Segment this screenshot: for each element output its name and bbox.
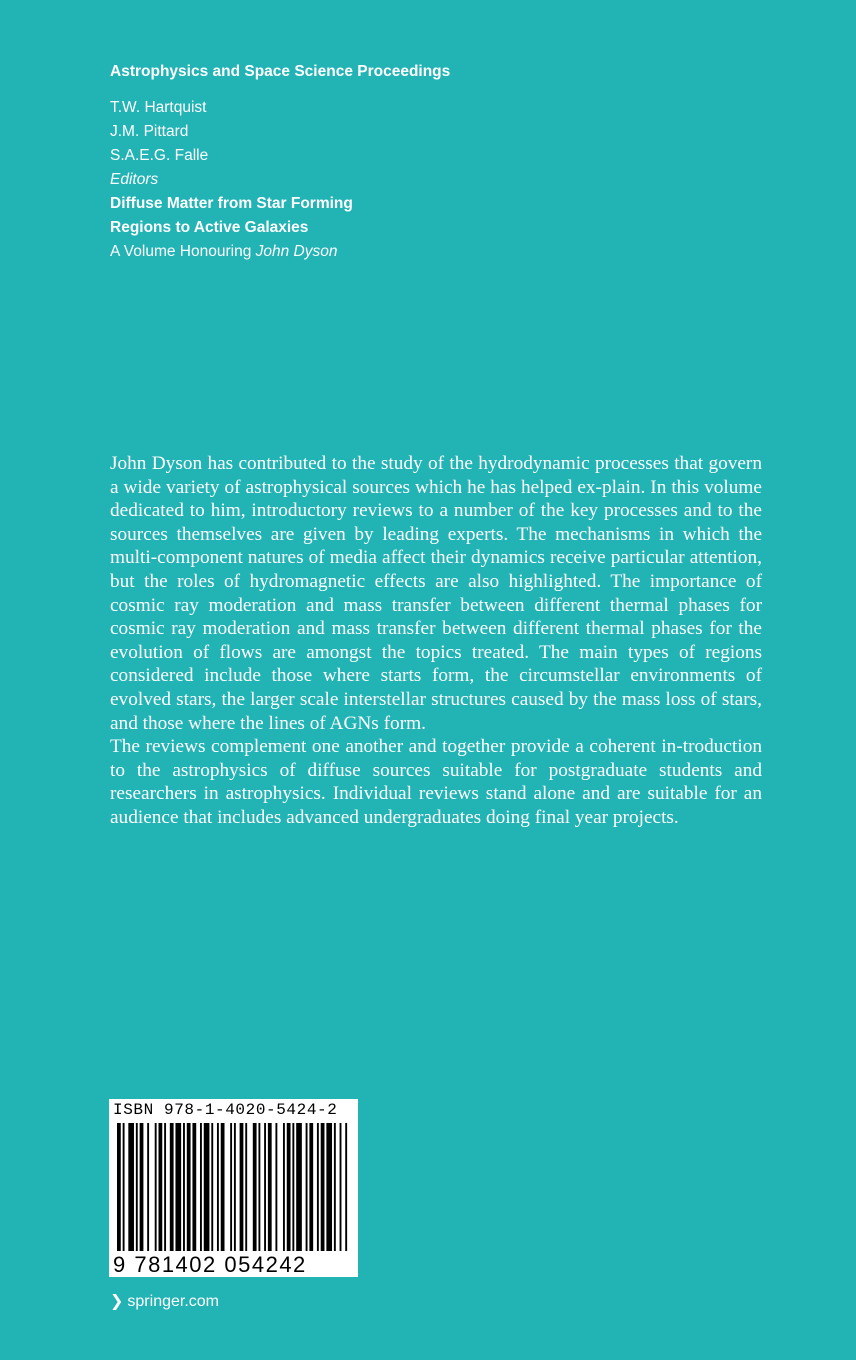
barcode-bar	[326, 1123, 332, 1251]
publisher-link[interactable]	[110, 1290, 219, 1314]
barcode-bar	[292, 1123, 294, 1251]
header-block	[110, 60, 710, 264]
barcode-bar	[192, 1123, 196, 1251]
barcode-bar	[309, 1123, 313, 1251]
isbn-label: ISBN 978-1-4020-5424-2	[113, 1101, 338, 1119]
barcode-bar	[170, 1123, 174, 1251]
isbn-barcode	[109, 1099, 358, 1277]
blurb-paragraph: John Dyson has contributed to the study of the hydrodynamic processes that govern a wide variety of astrophysical sources which he has helped ex-plain. In this volume dedicated to him, introductory reviews to a number of the key processes and to the sources themselves are given by leading experts. The mechanisms in which the multi-component natures of media affect their dynamics receive particular attention, but the roles of hydromagnetic effects are also highlighted. The importance of cosmic ray moderation and mass transfer between different thermal phases for cosmic ray moderation and mass transfer between different thermal phases for the evolution of flows are amongst the topics treated. The main types of regions considered include those where starts form, the circumstellar environments of evolved stars, the larger scale interstellar structures caused by the mass loss of stars, and those where the lines of AGNs form.	[110, 453, 762, 734]
barcode-number: 9 781402 054242	[113, 1253, 353, 1277]
barcode-bar	[217, 1123, 219, 1251]
barcode-bar	[175, 1123, 181, 1251]
subtitle-prefix: A Volume Honouring	[110, 243, 256, 260]
barcode-bar	[117, 1123, 121, 1251]
barcode-bar	[234, 1123, 236, 1251]
barcode-bars	[117, 1123, 349, 1251]
barcode-bar	[183, 1123, 185, 1251]
book-subtitle	[110, 243, 337, 260]
barcode-bar	[123, 1123, 125, 1251]
chevron-right-icon: ❯	[110, 1293, 124, 1310]
barcode-bar	[321, 1123, 325, 1251]
barcode-bar	[204, 1123, 210, 1251]
barcode-bar	[258, 1123, 260, 1251]
honoree-name: John Dyson	[255, 243, 338, 260]
barcode-bar	[287, 1123, 291, 1251]
editors-label: Editors	[110, 171, 159, 188]
series-title: Astrophysics and Space Science Proceedings	[110, 63, 451, 80]
description-blurb	[110, 452, 762, 830]
barcode-bar	[128, 1123, 134, 1251]
barcode-bar	[306, 1123, 308, 1251]
barcode-bar	[296, 1123, 302, 1251]
barcode-bar	[317, 1123, 319, 1251]
book-title-line-1: Diffuse Matter from Star Forming	[110, 195, 353, 212]
barcode-bar	[240, 1123, 244, 1251]
editor-name: T.W. Hartquist	[110, 99, 207, 116]
blurb-paragraph: The reviews complement one another and together provide a coherent in-troduction to the astrophysics of diffuse sources suitable for postgraduate students and researchers in astrophysics. Individual reviews stand alone and are suitable for an audience that includes advanced undergraduates doing final year projects.	[110, 736, 762, 828]
book-title-line-2: Regions to Active Galaxies	[110, 219, 309, 236]
barcode-bar	[268, 1123, 272, 1251]
barcode-bar	[230, 1123, 232, 1251]
barcode-bar	[140, 1123, 144, 1251]
barcode-bar	[264, 1123, 266, 1251]
barcode-bar	[155, 1123, 157, 1251]
barcode-bar	[283, 1123, 285, 1251]
barcode-bar	[253, 1123, 257, 1251]
barcode-bar	[136, 1123, 138, 1251]
barcode-bar	[275, 1123, 277, 1251]
barcode-bar	[340, 1123, 342, 1251]
barcode-bar	[334, 1123, 336, 1251]
barcode-bar	[200, 1123, 202, 1251]
barcode-bar	[211, 1123, 213, 1251]
barcode-bar	[147, 1123, 149, 1251]
barcode-bar	[345, 1123, 347, 1251]
barcode-bar	[159, 1123, 163, 1251]
barcode-bar	[221, 1123, 225, 1251]
editor-name: J.M. Pittard	[110, 123, 189, 140]
barcode-bar	[164, 1123, 166, 1251]
barcode-bar	[245, 1123, 247, 1251]
publisher-url[interactable]: springer.com	[127, 1293, 219, 1310]
editor-name: S.A.E.G. Falle	[110, 147, 209, 164]
barcode-bar	[187, 1123, 191, 1251]
